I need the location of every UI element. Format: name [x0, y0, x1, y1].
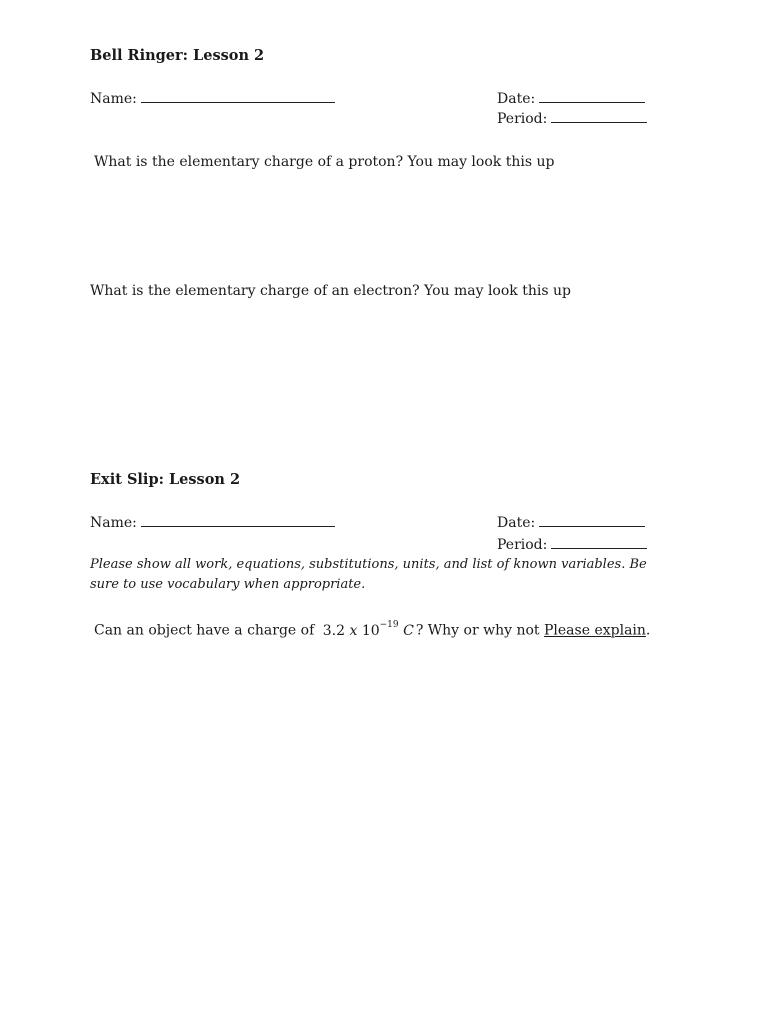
- date-blank[interactable]: [539, 514, 645, 527]
- period-blank[interactable]: [551, 110, 647, 123]
- question-charge: [94, 622, 650, 639]
- charge-exponent: −19: [379, 620, 399, 630]
- name-label: Name:: [90, 515, 137, 531]
- question-proton: What is the elementary charge of a proton? You may look this up: [94, 154, 555, 170]
- bell-ringer-period-line: [497, 110, 647, 127]
- charge-coefficient: 3.2: [322, 622, 345, 639]
- name-blank[interactable]: [141, 90, 335, 103]
- date-label: Date:: [497, 515, 536, 531]
- question-electron: What is the elementary charge of an electron? You may look this up: [90, 283, 571, 299]
- question-prefix: Can an object have a charge of: [94, 622, 315, 639]
- exit-slip-title: Exit Slip: Lesson 2: [90, 471, 241, 488]
- period-label: Period:: [497, 111, 548, 127]
- work-instructions: Please show all work, equations, substitutions, units, and list of known variables. Be sure to use vocabulary when appropriate.: [90, 557, 647, 592]
- date-label: Date:: [497, 91, 536, 107]
- question-end: .: [645, 622, 651, 639]
- charge-times: x: [349, 622, 358, 639]
- date-blank[interactable]: [539, 90, 645, 103]
- bell-ringer-name-line: [90, 90, 335, 107]
- charge-unit: C: [403, 622, 414, 639]
- please-explain: Please explain: [544, 622, 646, 639]
- bell-ringer-date-line: [497, 90, 645, 107]
- period-blank[interactable]: [551, 536, 647, 549]
- bell-ringer-title: Bell Ringer: Lesson 2: [90, 47, 265, 64]
- question-suffix: ? Why or why not: [415, 622, 540, 639]
- exit-slip-period-line: [497, 536, 647, 553]
- charge-expression: [322, 620, 414, 639]
- charge-base: 10: [361, 622, 380, 639]
- period-label: Period:: [497, 537, 548, 553]
- exit-slip-date-line: [497, 514, 645, 531]
- exit-slip-name-line: [90, 514, 335, 531]
- name-label: Name:: [90, 91, 137, 107]
- name-blank[interactable]: [141, 514, 335, 527]
